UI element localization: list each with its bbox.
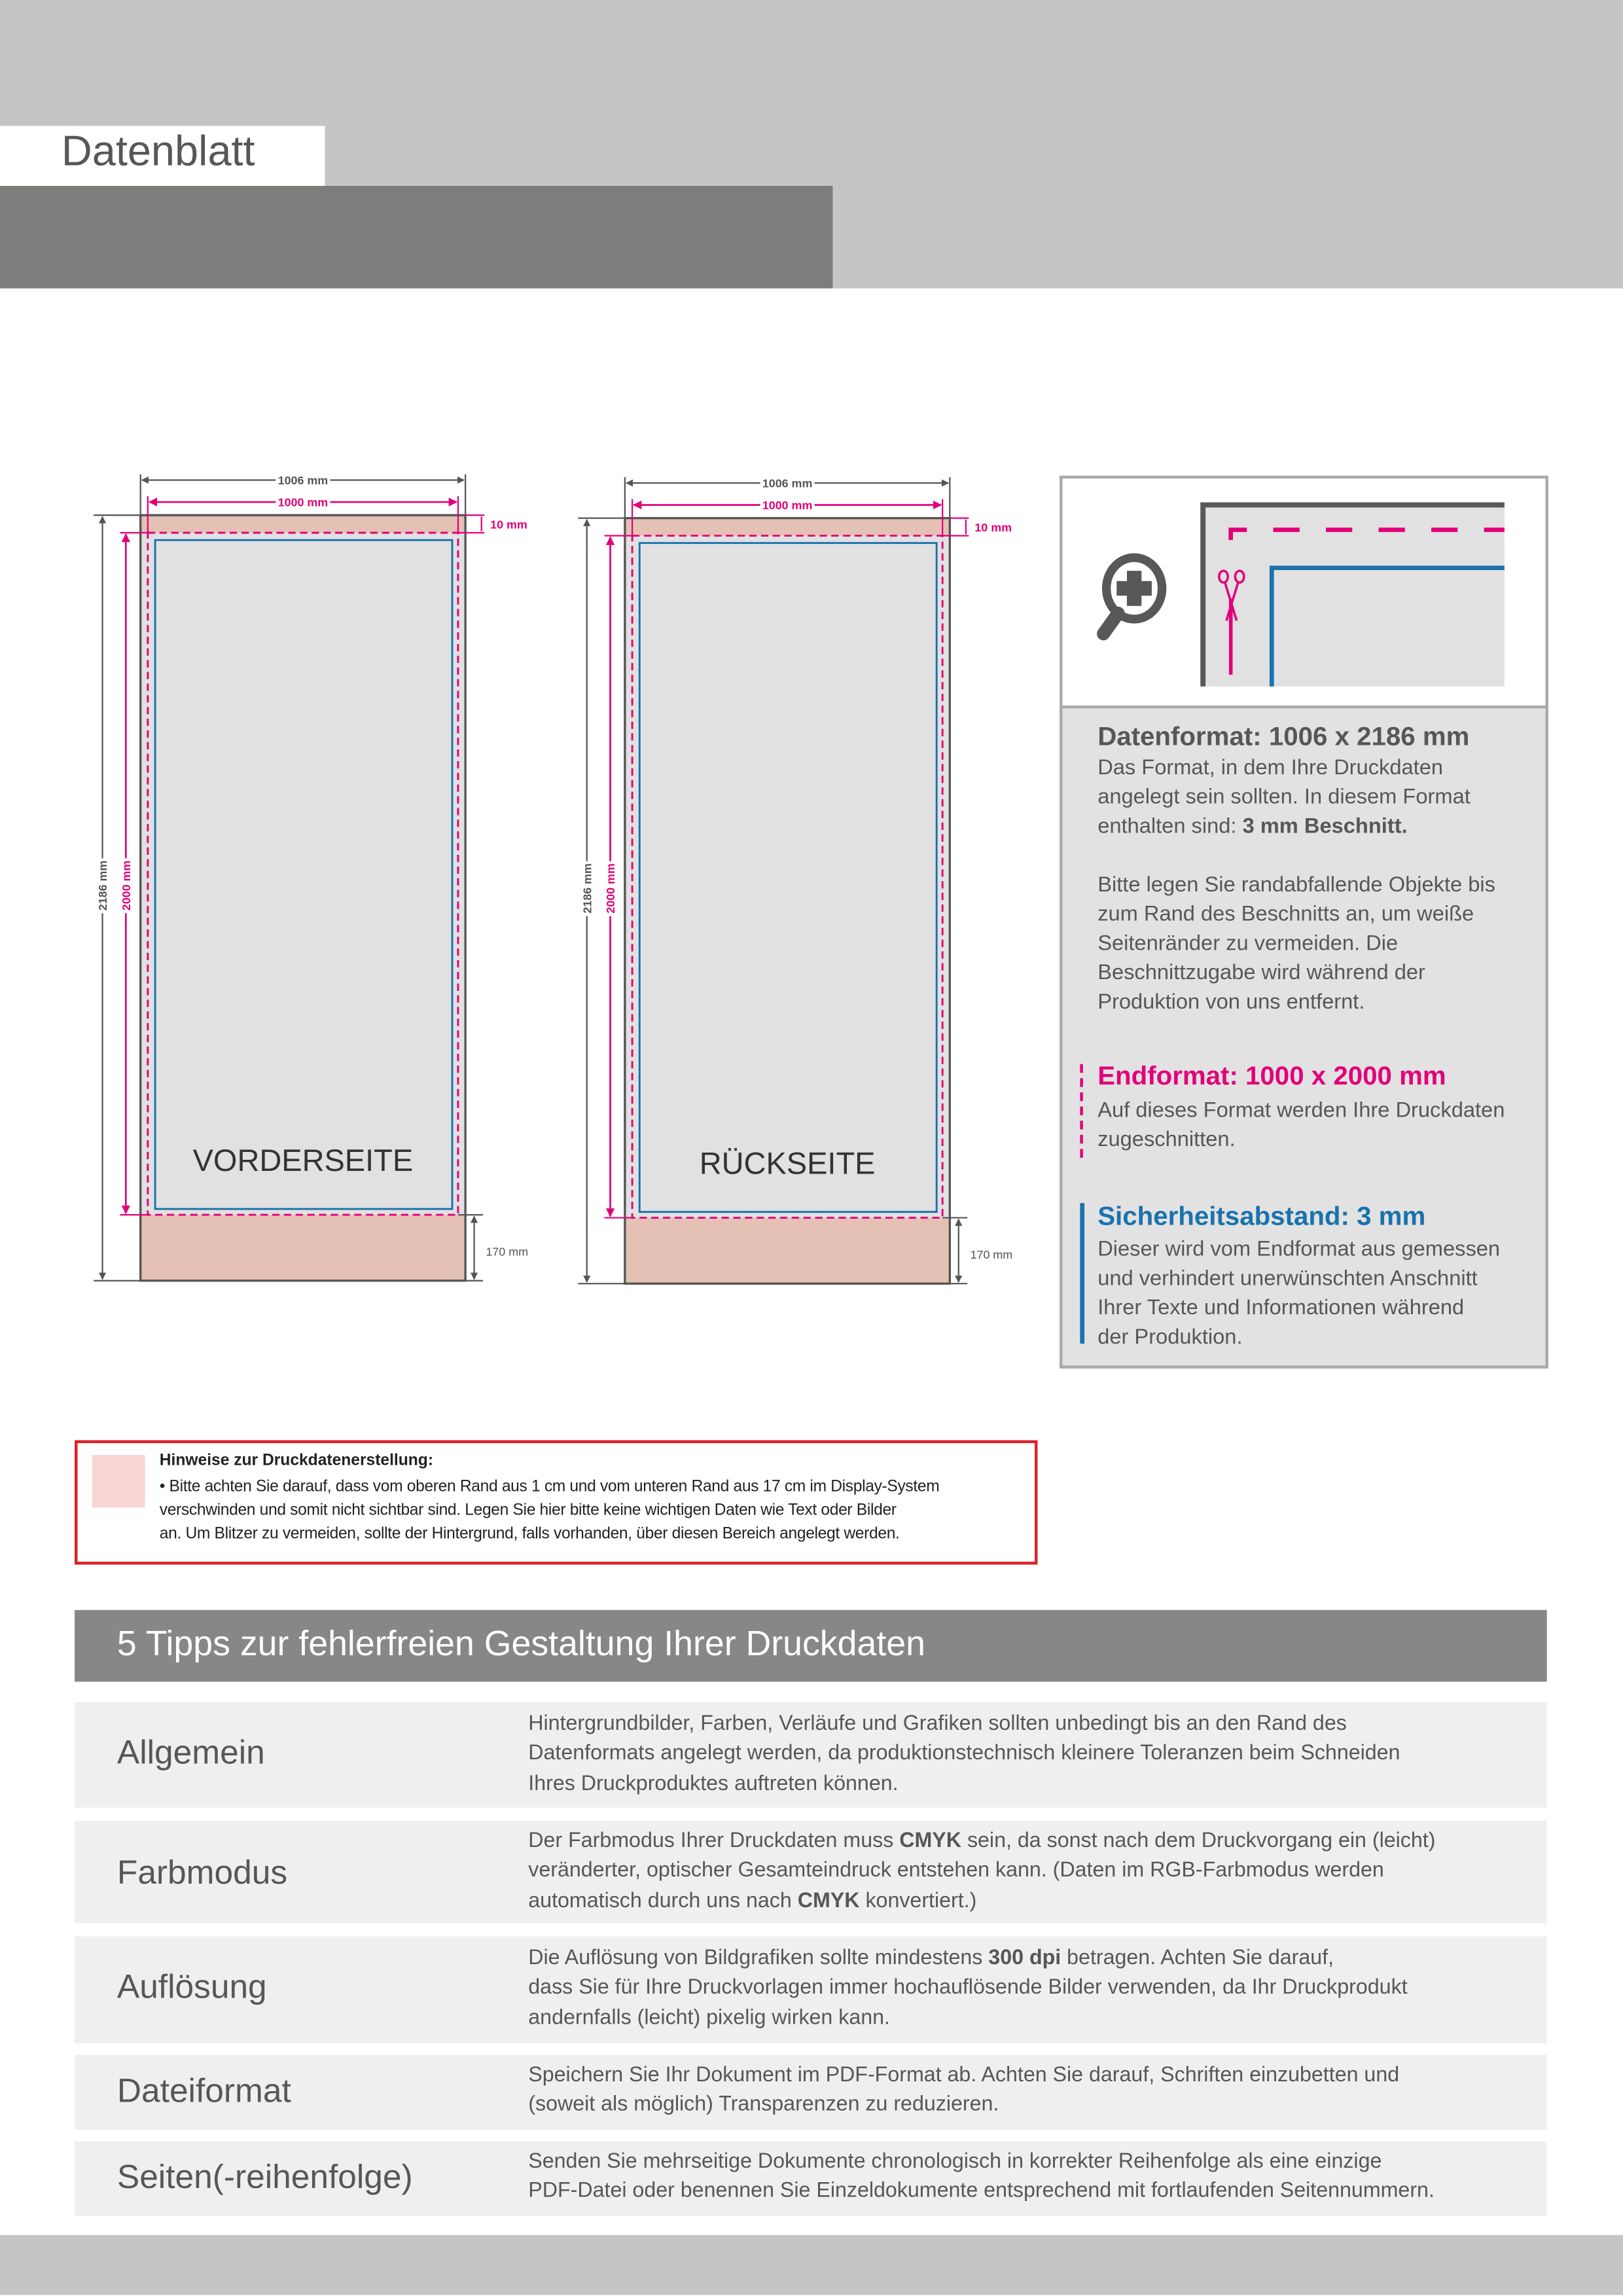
- diagram-front: [94, 474, 528, 1281]
- text-line: Hintergrundbilder, Farben, Verläufe und Grafiken sollten unbedingt bis an den Rand des: [528, 1712, 1347, 1736]
- text-segment: konvertiert.): [859, 1889, 977, 1912]
- text-line: zugeschnitten.: [1097, 1128, 1236, 1152]
- text-line: Senden Sie mehrseitige Dokumente chronologisch in korrekter Reihenfolge als eine einzige: [528, 2150, 1382, 2174]
- height-final-label: 2000 mm: [604, 863, 618, 914]
- detail-illustration: [1063, 478, 1546, 708]
- text-line: Seitenränder zu vermeiden. Die: [1097, 932, 1399, 956]
- top-hidden-zone: [141, 515, 465, 533]
- text-line: Produktion von uns entfernt.: [1097, 990, 1365, 1014]
- tips-title: 5 Tipps zur fehlerfreien Gestaltung Ihrer Druckdaten: [116, 1624, 925, 1664]
- datenformat-text: [1097, 754, 1495, 1018]
- width-total-label: 1006 mm: [277, 474, 329, 488]
- endformat-marker: [1080, 1064, 1082, 1158]
- text-line: veränderter, optischer Gesamteindruck entstehen kann. (Daten im RGB-Farbmodus werden: [528, 1859, 1384, 1883]
- text-segment: Die Auflösung von Bildgrafiken sollte mindestens: [528, 1946, 989, 1970]
- notice-heading: Hinweise zur Druckdatenerstellung:: [159, 1452, 434, 1470]
- width-total-label: 1006 mm: [762, 476, 813, 490]
- text-line: Speichern Sie Ihr Dokument im PDF-Format ab. Achten Sie darauf, Schriften einzubetten und: [528, 2064, 1400, 2087]
- tip-row-allgemein: [75, 1702, 1547, 1808]
- text-line: [528, 1886, 1435, 1916]
- notice-line: • Bitte achten Sie darauf, dass vom oberen Rand aus 1 cm und vom unteren Rand aus 17 cm im Display-System: [159, 1478, 940, 1496]
- text-line: Beschnittzugabe wird während der: [1097, 961, 1425, 985]
- tip-text: [528, 1827, 1435, 1916]
- text-segment: sein, da sonst nach dem Druckvorgang ein (leicht): [961, 1829, 1436, 1854]
- notice-line: verschwinden und somit nicht sichtbar sind. Legen Sie hier bitte keine wichtigen Daten wie Text oder Bilder: [159, 1501, 897, 1520]
- side-label: RÜCKSEITE: [699, 1145, 876, 1181]
- text-line: [528, 1944, 1407, 1973]
- tip-row-aufloesung: [75, 1937, 1547, 2043]
- tip-label: Auflösung: [116, 1967, 267, 2005]
- sicherheit-text: [1097, 1235, 1500, 1352]
- text-line: Bitte legen Sie randabfallende Objekte bis: [1097, 874, 1495, 897]
- text-line: [528, 1827, 1435, 1856]
- text-line: andernfalls (leicht) pixelig wirken kann.: [528, 2005, 891, 2030]
- tip-text: [528, 1710, 1400, 1799]
- tip-label: Dateiformat: [116, 2071, 291, 2109]
- print-notice-box: [75, 1440, 1037, 1564]
- tips-header: [75, 1610, 1547, 1682]
- text-line: der Produktion.: [1097, 1326, 1243, 1350]
- text-line: angelegt sein sollten. In diesem Format: [1097, 785, 1471, 810]
- tip-label: Allgemein: [116, 1732, 265, 1771]
- page-subtitle: Exklusiv, 100 x 200 cm, 4/4-farbig: [399, 435, 772, 463]
- text-segment: Der Farbmodus Ihrer Druckdaten muss: [528, 1829, 900, 1854]
- top-hidden-label: 10 mm: [490, 518, 527, 531]
- text-line: Dieser wird vom Endformat aus gemessen: [1097, 1238, 1501, 1262]
- tip-row-seitenreihenfolge: [75, 2142, 1547, 2216]
- diagram-back: [578, 477, 1012, 1284]
- page-title: Roll-Up Bannerdisplay: [334, 376, 772, 425]
- sicherheit-heading: Sicherheitsabstand: 3 mm: [1097, 1201, 1426, 1231]
- text-line: Ihres Druckproduktes auftreten können.: [528, 1772, 899, 1795]
- top-hidden-zone: [625, 518, 950, 536]
- tip-text: [528, 2061, 1399, 2121]
- tip-row-dateiformat: [75, 2055, 1547, 2130]
- text-emphasis: CMYK: [797, 1889, 860, 1912]
- bottom-hidden-label: 170 mm: [486, 1245, 529, 1259]
- bottom-hidden-zone: [141, 1215, 465, 1281]
- height-total-label: 2186 mm: [96, 860, 110, 911]
- doc-type-label: Datenblatt: [61, 128, 255, 176]
- text-line: Datenformats angelegt werden, da produktionstechnisch kleinere Toleranzen beim Schneiden: [528, 1742, 1400, 1766]
- bottom-hidden-zone: [625, 1218, 950, 1284]
- width-final-label: 1000 mm: [762, 499, 813, 512]
- text-line: Auf dieses Format werden Ihre Druckdaten: [1097, 1099, 1505, 1123]
- height-final-label: 2000 mm: [120, 860, 134, 911]
- format-info-panel: [1060, 476, 1548, 1369]
- hidden-zone-swatch: [92, 1455, 145, 1508]
- notice-line: an. Um Blitzer zu vermeiden, sollte der Hintergrund, falls vorhanden, über diesen Bereich angelegt werden.: [159, 1525, 900, 1543]
- text-emphasis: CMYK: [899, 1829, 962, 1854]
- tip-text: [528, 1944, 1407, 2033]
- text-segment: automatisch durch uns nach: [528, 1889, 798, 1912]
- bleed-emphasis: 3 mm Beschnitt.: [1242, 815, 1408, 839]
- text-line: (soweit als möglich) Transparenzen zu reduzieren.: [528, 2093, 999, 2117]
- sicherheit-marker: [1080, 1203, 1084, 1344]
- text-line: Das Format, in dem Ihre Druckdaten: [1097, 757, 1444, 780]
- zoom-in-icon: [1103, 558, 1162, 634]
- text-line: [1097, 812, 1495, 842]
- footer-band: [0, 2235, 1623, 2295]
- endformat-heading: Endformat: 1000 x 2000 mm: [1097, 1061, 1446, 1091]
- format-diagrams: [0, 0, 1054, 1318]
- text-line: zum Rand des Beschnitts an, um weiße: [1097, 903, 1474, 927]
- text-line: und verhindert unerwünschten Anschnitt: [1097, 1267, 1478, 1291]
- tip-row-farbmodus: [75, 1821, 1547, 1924]
- endformat-text: [1097, 1096, 1505, 1155]
- tip-label: Seiten(-reihenfolge): [116, 2157, 413, 2196]
- top-hidden-label: 10 mm: [974, 520, 1012, 534]
- tip-text: [528, 2147, 1435, 2207]
- text-segment: enthalten sind:: [1097, 815, 1243, 839]
- bleed-corner-detail: [1200, 502, 1505, 687]
- datenformat-heading: Datenformat: 1006 x 2186 mm: [1097, 721, 1470, 751]
- side-label: VORDERSEITE: [192, 1143, 414, 1177]
- height-total-label: 2186 mm: [580, 863, 594, 914]
- text-line: Ihrer Texte und Informationen während: [1097, 1297, 1465, 1321]
- text-emphasis: 300 dpi: [988, 1946, 1061, 1970]
- tip-label: Farbmodus: [116, 1853, 288, 1892]
- text-line: dass Sie für Ihre Druckvorlagen immer hochauflösende Bilder verwenden, da Ihr Druckprodukt: [528, 1976, 1408, 2000]
- bottom-hidden-label: 170 mm: [970, 1248, 1013, 1262]
- text-segment: betragen. Achten Sie darauf,: [1061, 1946, 1334, 1970]
- text-line: PDF-Datei oder benennen Sie Einzeldokumente entsprechend mit fortlaufenden Seitennummern.: [528, 2179, 1435, 2204]
- width-final-label: 1000 mm: [277, 495, 329, 509]
